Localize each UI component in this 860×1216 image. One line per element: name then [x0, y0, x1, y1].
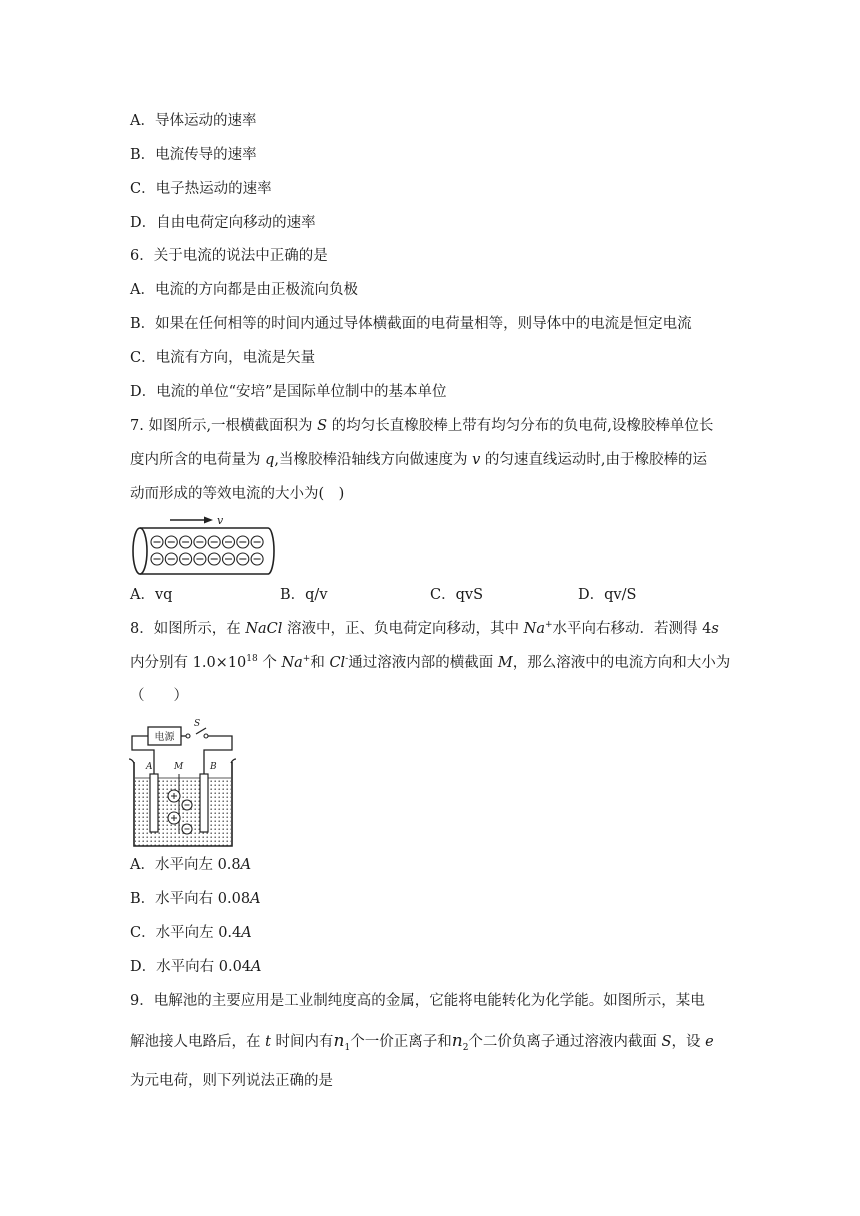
q7-stem-line2: 度内所含的电荷量为 q,当橡胶棒沿轴线方向做速度为 v 的匀速直线运动时,由于橡胶棒的运	[130, 452, 708, 468]
q8-label-m: M	[174, 762, 184, 772]
q8-stem-line1: 8．如图所示，在 NaCl 溶液中，正、负电荷定向移动，其中 Na+水平向右移动．若测得 4s	[130, 620, 719, 637]
q8-stem-line3: （ ）	[130, 688, 188, 704]
q7-option-b: B．q/v	[280, 587, 328, 603]
q6-option-b: B．如果在任何相等的时间内通过导体横截面的电荷量相等，则导体中的电流是恒定电流	[130, 316, 692, 332]
q6-stem: 6．关于电流的说法中正确的是	[130, 248, 328, 264]
q8-option-d: D．水平向右 0.04A	[130, 959, 262, 975]
q7-stem-line1: 7. 如图所示,一根横截面积为 S 的均匀长直橡胶棒上带有均匀分布的负电荷,设橡胶棒单位长	[130, 418, 714, 434]
q8-source-label: 电源	[154, 732, 175, 743]
q5-option-a: A．导体运动的速率	[130, 113, 257, 129]
q8-option-a: A．水平向左 0.8A	[130, 857, 252, 873]
q7-stem-line3: 动而形成的等效电流的大小为( )	[130, 486, 345, 502]
q9-stem-line3: 为元电荷，则下列说法正确的是	[130, 1073, 333, 1089]
q8-stem-line2: 内分别有 $1.0\times 10^{18}$ 个 Na+和 Cl-通过溶液内部的横截面 M，那么溶液中的电流方向和大小为	[130, 654, 731, 671]
q7-velocity-label: v	[217, 514, 224, 527]
q8-option-b: B．水平向右 0.08A	[130, 891, 261, 907]
q9-stem-line1: 9．电解池的主要应用是工业制纯度高的金属，它能将电能转化为化学能。如图所示，某电	[130, 993, 705, 1009]
q7-options	[130, 585, 750, 605]
q8-electrolysis-figure	[126, 716, 242, 850]
q6-option-a: A．电流的方向都是由正极流向负极	[130, 282, 358, 298]
q8-label-b: B	[210, 762, 217, 772]
q8-option-c: C．水平向左 0.4A	[130, 925, 252, 941]
q7-rod-figure	[128, 514, 278, 578]
q5-option-d: D．自由电荷定向移动的速率	[130, 215, 316, 231]
q6-option-d: D．电流的单位“安培”是国际单位制中的基本单位	[130, 384, 447, 400]
q8-switch-label: S	[194, 719, 201, 729]
q8-label-a: A	[146, 762, 153, 772]
q7-option-d: D．qv/S	[578, 587, 637, 603]
q7-option-c: C．qvS	[430, 587, 484, 603]
q9-stem-line2: 解池接人电路后，在 t 时间内有$n_1$个一价正离子和$n_2$个二价负离子通过溶液内截面 S，设 e	[130, 1031, 714, 1053]
q5-option-c: C．电子热运动的速率	[130, 181, 272, 197]
q7-option-a: A．vq	[130, 587, 173, 603]
q5-option-b: B．电流传导的速率	[130, 147, 257, 163]
q6-option-c: C．电流有方向，电流是矢量	[130, 350, 316, 366]
